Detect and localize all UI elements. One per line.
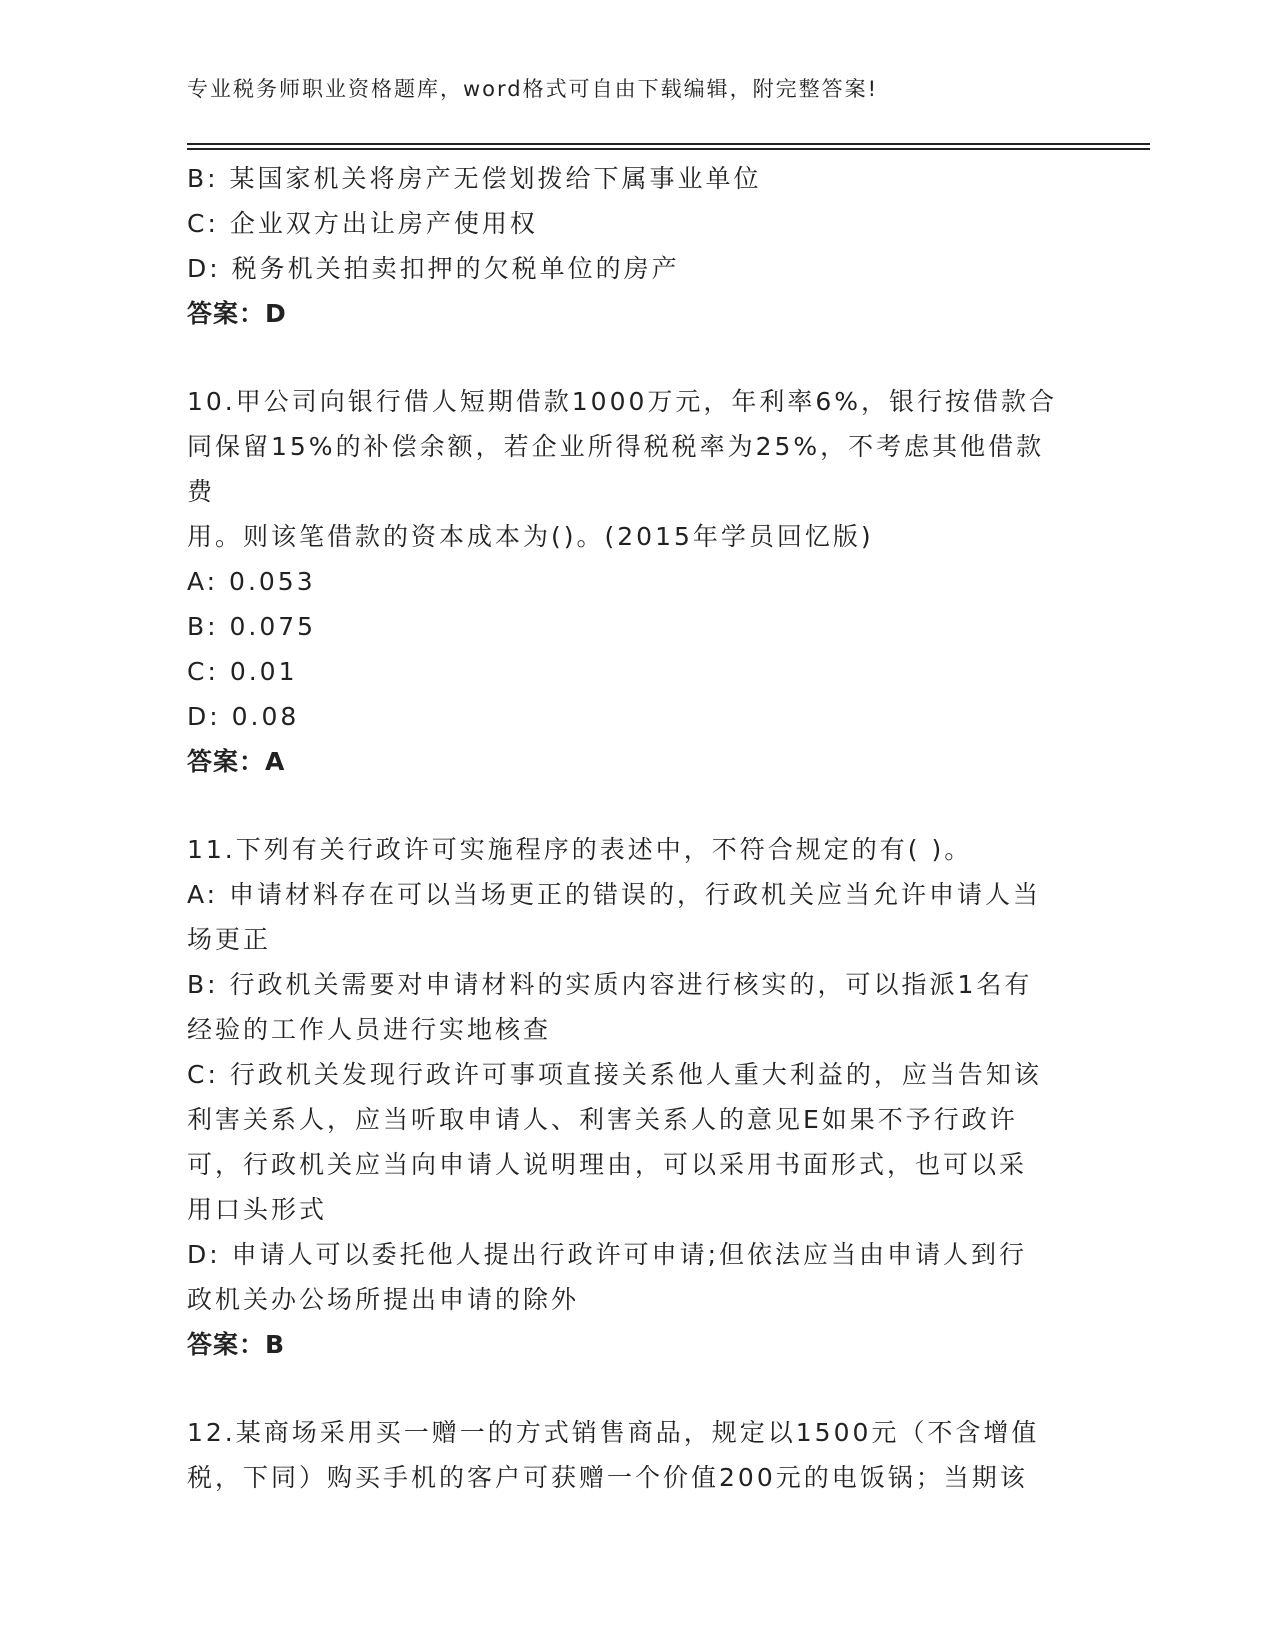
option-c-continued: 可，行政机关应当向申请人说明理由，可以采用书面形式，也可以采	[187, 1150, 1028, 1179]
option-b: B: 某国家机关将房产无偿划拨给下属事业单位	[187, 164, 762, 193]
option-c: C: 行政机关发现行政许可事项直接关系他人重大利益的，应当告知该	[187, 1060, 1042, 1089]
option-d: D: 税务机关拍卖扣押的欠税单位的房产	[187, 254, 680, 283]
option-c: C: 企业双方出让房产使用权	[187, 209, 538, 238]
answer: 答案：D	[187, 299, 287, 328]
option-a: A: 申请材料存在可以当场更正的错误的，行政机关应当允许申请人当	[187, 880, 1042, 909]
option-d: D: 申请人可以委托他人提出行政许可申请;但依法应当由申请人到行	[187, 1240, 1028, 1269]
option-c-continued: 利害关系人，应当听取申请人、利害关系人的意见E如果不予行政许	[187, 1105, 1018, 1134]
option-b: B: 行政机关需要对申请材料的实质内容进行核实的，可以指派1名有	[187, 970, 1033, 999]
option-c: C: 0.01	[187, 657, 298, 686]
page-header: 专业税务师职业资格题库，word格式可自由下载编辑，附完整答案!	[187, 77, 879, 101]
header-rule-bottom	[187, 148, 1150, 150]
question-stem-line: 用。则该笔借款的资本成本为()。(2015年学员回忆版)	[187, 522, 874, 551]
question-11	[187, 827, 1067, 1367]
document-body	[187, 156, 1067, 1500]
question-9	[187, 156, 1067, 336]
question-stem-line: 税，下同）购买手机的客户可获赠一个价值200元的电饭锅；当期该	[187, 1463, 1028, 1492]
question-gap	[187, 336, 1067, 379]
option-b-continued: 经验的工作人员进行实地核查	[187, 1015, 552, 1044]
answer: 答案：A	[187, 747, 286, 776]
header-rule-top	[187, 143, 1150, 145]
option-d: D: 0.08	[187, 702, 300, 731]
option-b: B: 0.075	[187, 612, 317, 641]
question-12	[187, 1410, 1067, 1500]
question-gap	[187, 784, 1067, 827]
answer: 答案：B	[187, 1330, 286, 1359]
question-10	[187, 379, 1067, 784]
option-a-continued: 场更正	[187, 925, 272, 954]
option-c-continued: 用口头形式	[187, 1195, 328, 1224]
option-d-continued: 政机关办公场所提出申请的除外	[187, 1285, 580, 1314]
question-gap	[187, 1367, 1067, 1410]
question-stem-line: 12.某商场采用买一赠一的方式销售商品，规定以1500元（不含增值	[187, 1418, 1040, 1447]
option-a: A: 0.053	[187, 567, 316, 596]
question-stem-line: 同保留15%的补偿余额，若企业所得税税率为25%，不考虑其他借款费	[187, 432, 1045, 506]
question-stem-line: 10.甲公司向银行借人短期借款1000万元，年利率6%，银行按借款合	[187, 387, 1058, 416]
question-stem-line: 11.下列有关行政许可实施程序的表述中，不符合规定的有( )。	[187, 835, 973, 864]
